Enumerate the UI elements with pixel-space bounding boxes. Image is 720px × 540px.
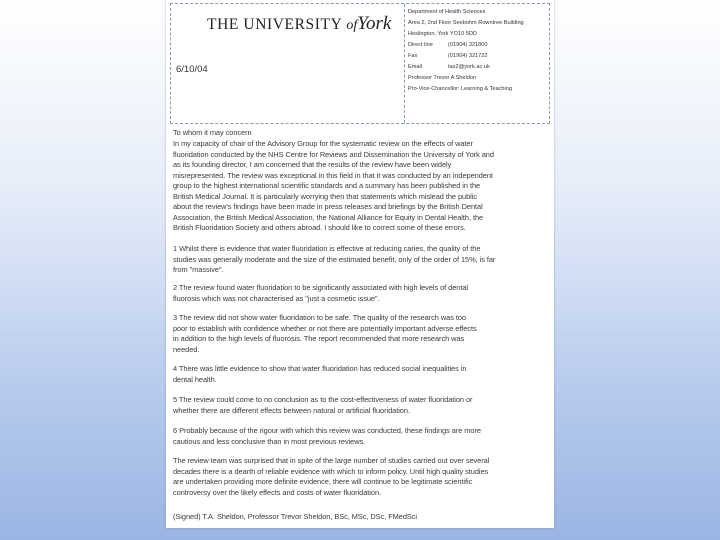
body-text-line: poor to establish with confidence whether or not there are potentially important adverse effects: [173, 323, 477, 333]
contact-label: Professor Trevor A Sheldon: [408, 75, 477, 81]
letter-date: 6/10/04: [176, 64, 208, 75]
contact-line: [408, 64, 490, 71]
contact-label: Pro-Vice-Chancellor: Learning & Teaching: [408, 86, 512, 92]
contact-line: [408, 20, 524, 27]
contact-value: tas2@york.ac.uk: [448, 64, 490, 70]
body-text-line: 2 The review found water fluoridation to be significantly associated with high levels of dental: [173, 283, 469, 292]
logo-text: THE UNIVERSITY: [207, 16, 342, 33]
body-text-line: 3 The review did not show water fluoridation to be safe. The quality of the research was too: [173, 313, 466, 322]
contact-value: (01904) 321800: [448, 42, 488, 48]
contact-line: [408, 53, 488, 60]
body-text-line: British Fluoridation Society and others abroad. I should like to correct some of these errors.: [173, 223, 466, 232]
body-text-line: fluorosis which was not characterised as "just a cosmetic issue".: [173, 293, 380, 303]
body-text-line: The review team was surprised that in spite of the large number of studies carried out over several: [173, 456, 490, 465]
contact-label: Heslington, York YO10 5DD: [408, 31, 477, 37]
university-of-york-logo: [207, 13, 391, 35]
letter-page: [166, 0, 554, 528]
logo-of: of: [346, 18, 358, 33]
body-text-line: 4 There was little evidence to show that water fluoridation has reduced social inequalities in: [173, 364, 467, 373]
body-text-line: studies was generally moderate and the size of the estimated benefit, only of the order of 15%, is far: [173, 254, 496, 264]
contact-line: [408, 75, 476, 82]
salutation: To whom it may concern: [173, 128, 252, 137]
body-text-line: 1 Whilst there is evidence that water fluoridation is effective at reducing caries, the quality of the: [173, 244, 481, 253]
contact-label: Email: [408, 64, 422, 70]
contact-line: [408, 9, 485, 16]
contact-line: [408, 31, 477, 38]
contact-label: Fax: [408, 53, 418, 59]
contact-value: (01904) 321722: [448, 53, 488, 59]
body-text-line: controversy over the likely effects and costs of water fluoridation.: [173, 487, 382, 497]
body-text-line: needed.: [173, 344, 200, 354]
body-text-line: dental health.: [173, 374, 217, 384]
body-text-line: British Medical Journal. It is particularly worrying then that statements which mislead the public: [173, 191, 477, 201]
body-text-line: as its founding director, I am concerned that the results of the review have been widely: [173, 160, 452, 169]
body-text-line: Association, the British Medical Association, the National Alliance for Equity in Dental Health, the: [173, 212, 484, 222]
body-text-line: whether there are different effects between natural or artificial fluoridation.: [173, 405, 410, 415]
contact-label: Area 2, 2nd Floor Seebohm Rowntree Building: [408, 20, 524, 26]
body-text-line: decades there is a dearth of reliable evidence with which to inform policy. Until high quality studies: [173, 466, 489, 476]
contact-label: Direct line: [408, 42, 433, 48]
logo-york: York: [357, 13, 392, 34]
body-text-line: 6 Probably because of the rigour with which this review was conducted, these findings are more: [173, 426, 481, 435]
contact-line: [408, 42, 488, 49]
body-text-line: from "massive".: [173, 265, 224, 274]
letterhead-divider: [404, 4, 405, 123]
contact-line: [408, 86, 512, 93]
body-text-line: 5 The review could come to no conclusion as to the cost-effectiveness of water fluoridation or: [173, 395, 473, 404]
signature-line: (Signed) T.A. Sheldon, Professor Trevor Sheldon, BSc, MSc, DSc, FMedSci: [173, 512, 418, 521]
body-text-line: about the review's findings have been made in press releases and briefings by the British Dental: [173, 202, 483, 211]
body-text-line: group to the highest international scientific standards and a summary has been published in the: [173, 181, 481, 190]
contact-label: Department of Health Sciences: [408, 9, 486, 15]
body-text-line: In my capacity of chair of the Advisory Group for the systematic review on the effects of water: [173, 139, 473, 148]
body-text-line: are undertaken providing more definite evidence, there will continue to be legitimate scientific: [173, 477, 473, 486]
body-text-line: cautious and less conclusive than in most previous reviews.: [173, 436, 366, 446]
body-text-line: misrepresented. The review was exceptional in this field in that it was conducted by an independent: [173, 170, 493, 180]
body-text-line: fluoridation conducted by the NHS Centre for Reviews and Dissemination the University of York and: [173, 149, 494, 159]
body-text-line: in addition to the high levels of fluorosis. The report recommended that more research was: [173, 334, 465, 343]
letterhead: [170, 3, 550, 124]
